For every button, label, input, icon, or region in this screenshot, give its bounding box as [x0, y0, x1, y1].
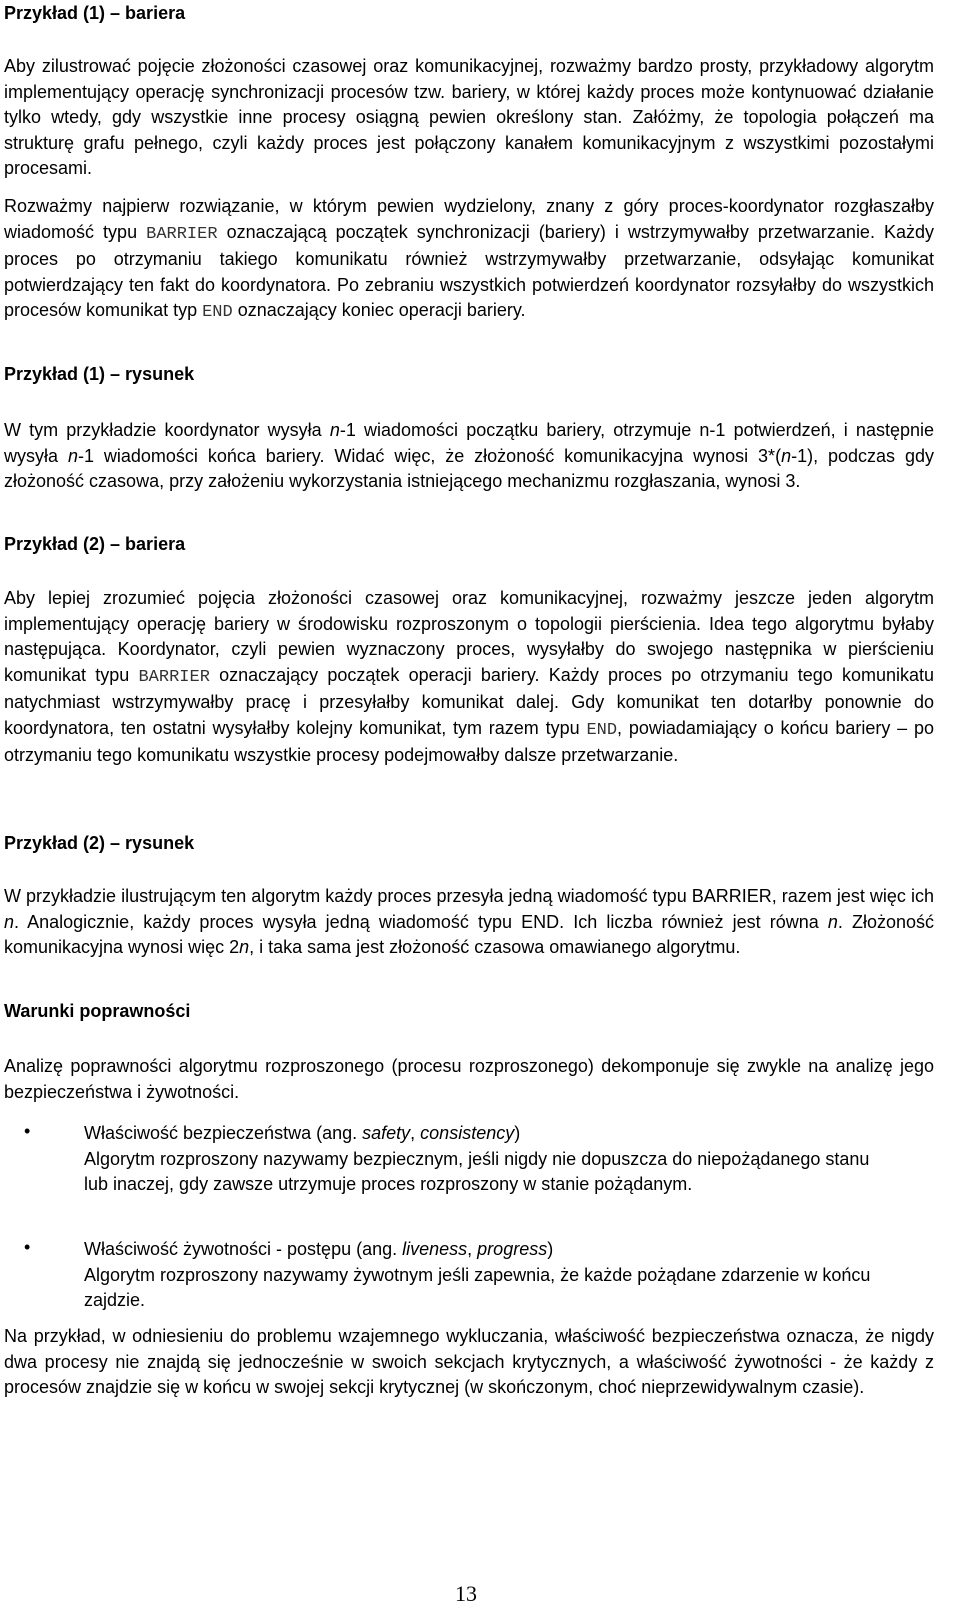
list-item-liveness-title: Właściwość żywotności - postępu (ang. liveness, progress) — [84, 1239, 554, 1259]
list-item-liveness-description: Algorytm rozproszony nazywamy żywotnym jeśli zapewnia, że każde pożądane zdarzenie w końcu zajdzie. — [84, 1264, 871, 1310]
paragraph-ring: Aby lepiej zrozumieć pojęcia złożoności czasowej oraz komunikacyjnej, rozważmy jeszcze jeden algorytm implementujący operację bariery w środowisku rozproszonym o topologii pierścienia. Idea tego algorytmu byłaby następująca. Koordynator, czyli pewien wyznaczony proces, wysyłałby do swojego następnika w pierścieniu komunikat typu BARRIER oznaczający początek operacji bariery. Każdy proces po otrzymaniu tego komunikatu natychmiast wstrzymywałby pracę i przesyłałby komunikat dalej. Gdy komunikat ten dotarłby ponownie do koordynatora, ten ostatni wysyłałby kolejny komunikat, tym razem typu END, powiadamiający o końcu bariery – po otrzymaniu tego komunikatu wszystkie procesy podejmowałby dalsze przetwarzanie. — [4, 588, 935, 765]
paragraph-complexity-2: W przykładzie ilustrującym ten algorytm każdy proces przesyła jedną wiadomość typu BARRIER, razem jest więc ich n. Analogicznie, każdy proces wysyła jedną wiadomość typu END. Ich liczba również jest równa n. Złożoność komunikacyjna wynosi więc 2n, i taka sama jest złożoność czasowa omawianego algorytmu. — [4, 886, 935, 957]
list-item-liveness — [4, 1237, 934, 1317]
code-barrier: BARRIER — [146, 224, 218, 244]
bullet-icon: • — [24, 1237, 31, 1257]
paragraph-correctness: Analizę poprawności algorytmu rozproszonego (procesu rozproszonego) dekomponuje się zwykle na analizę jego bezpieczeństwa i żywotności. — [4, 1056, 934, 1102]
code-end: END — [202, 303, 233, 322]
heading-correctness: Warunki poprawności — [4, 1001, 191, 1021]
list-item-safety — [4, 1121, 934, 1226]
heading-example-2-figure: Przykład (2) – rysunek — [4, 833, 195, 853]
heading-example-1-figure: Przykład (1) – rysunek — [4, 364, 195, 384]
code-barrier: BARRIER — [138, 667, 210, 687]
page-number: 13 — [455, 1581, 477, 1606]
paragraph-complexity-1: W tym przykładzie koordynator wysyła n-1 wiadomości początku bariery, otrzymuje n-1 potwierdzeń, i następnie wysyła n-1 wiadomości końca bariery. Widać więc, że złożoność komunikacyjna wynosi 3*(n-1), podczas gdy złożoność czasowa, przy założeniu wykorzystania istniejącego mechanizmu rozgłaszania, wynosi 3. — [4, 420, 934, 491]
bullet-icon: • — [24, 1121, 31, 1141]
paragraph-coordinator: Rozważmy najpierw rozwiązanie, w którym pewien wydzielony, znany z góry proces-koordynator rozgłaszałby wiadomość typu BARRIER oznaczającą początek synchronizacji (bariery) i wstrzymywałby przetwarzanie. Każdy proces po otrzymaniu takiego komunikatu również wstrzymywałby przetwarzanie, odsyłając komunikat potwierdzający ten fakt do koordynatora. Po zebraniu wszystkich potwierdzeń koordynator rozsyłałby do wszystkich procesów komunikat typ END oznaczający koniec operacji bariery. — [4, 196, 935, 322]
heading-example-1-barrier: Przykład (1) – bariera — [4, 3, 186, 23]
list-item-safety-title: Właściwość bezpieczeństwa (ang. safety, consistency) — [84, 1123, 521, 1143]
heading-example-2-barrier: Przykład (2) – bariera — [4, 534, 186, 554]
paragraph-example-mutex: Na przykład, w odniesieniu do problemu wzajemnego wykluczania, właściwość bezpieczeństwa oznacza, że nigdy dwa procesy nie znajdą się jednocześnie w swoich sekcjach krytycznych, a właściwość żywotności - że każdy z procesów znajdzie się w końcu w swojej sekcji krytycznej (w skończonym, choć nieprzewidywalnym czasie). — [4, 1326, 934, 1397]
paragraph-intro: Aby zilustrować pojęcie złożoności czasowej oraz komunikacyjnej, rozważmy bardzo prosty, przykładowy algorytm implementujący operację synchronizacji procesów tzw. bariery, w której każdy proces może kontynuować działanie tylko wtedy, gdy wszystkie inne procesy osiągną pewien określony stan. Załóżmy, że topologia połączeń ma strukturę grafu pełnego, czyli każdy proces jest połączony kanałem komunikacyjnym z wszystkimi pozostałymi procesami. — [4, 56, 934, 178]
list-item-safety-description: Algorytm rozproszony nazywamy bezpiecznym, jeśli nigdy nie dopuszcza do niepożądanego stanu lub inaczej, gdy zawsze utrzymuje proces rozproszony w stanie pożądanym. — [84, 1148, 870, 1194]
code-end: END — [586, 720, 618, 740]
